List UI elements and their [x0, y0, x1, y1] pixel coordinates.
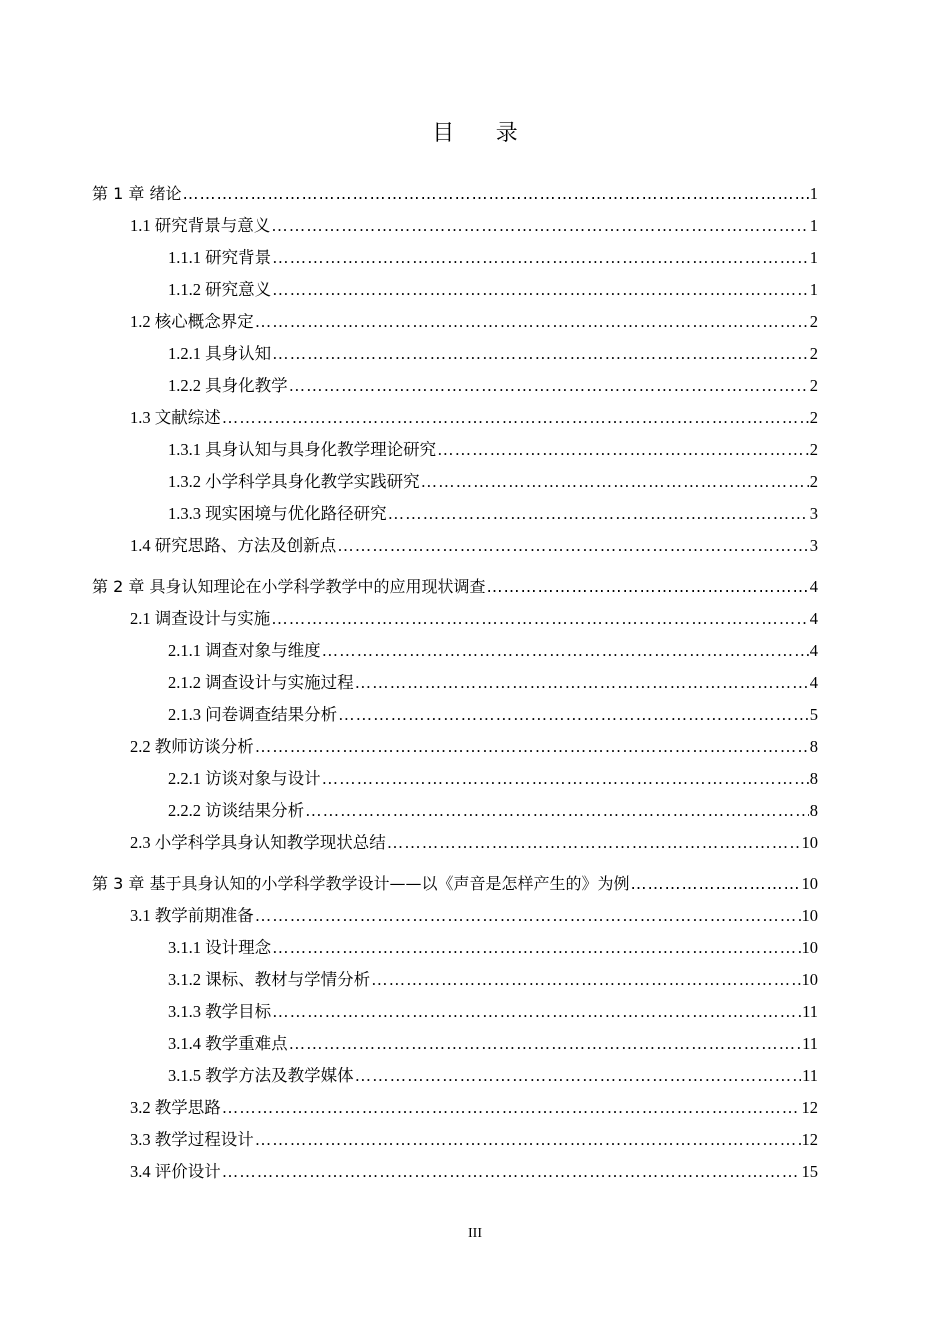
toc-page-number: 2 [809, 312, 818, 331]
toc-entry-title: 1.1.2 研究意义 [168, 280, 272, 299]
toc-subsection-entry[interactable] [92, 1028, 818, 1060]
toc-leader-dots [337, 530, 809, 562]
toc-section-entry[interactable] [92, 731, 818, 763]
toc-entry-title: 3.4 评价设计 [130, 1162, 221, 1181]
toc-page-number: 2 [809, 472, 818, 491]
toc-leader-dots [289, 370, 809, 402]
toc-entry-title: 3.1.1 设计理念 [168, 938, 272, 957]
table-of-contents [92, 178, 818, 1188]
toc-leader-dots [222, 402, 809, 434]
toc-entry-title: 3.3 教学过程设计 [130, 1130, 254, 1149]
toc-page-number: 8 [809, 737, 818, 756]
toc-entry-title: 3.1.4 教学重难点 [168, 1034, 288, 1053]
toc-entry-title: 1.1 研究背景与意义 [130, 216, 271, 235]
toc-entry-title: 3.1.2 课标、教材与学情分析 [168, 970, 371, 989]
toc-leader-dots [322, 635, 809, 667]
toc-leader-dots [355, 667, 809, 699]
toc-page-number: 8 [809, 769, 818, 788]
toc-subsection-entry[interactable] [92, 466, 818, 498]
toc-leader-dots [271, 603, 809, 635]
toc-entry-title: 2.1 调查设计与实施 [130, 609, 271, 628]
toc-leader-dots [272, 338, 809, 370]
toc-leader-dots [421, 466, 809, 498]
toc-entry-title: 第 1 章 绪论 [92, 184, 182, 203]
toc-page-number: 8 [809, 801, 818, 820]
toc-leader-dots [338, 699, 809, 731]
toc-subsection-entry[interactable] [92, 635, 818, 667]
toc-entry-title: 3.2 教学思路 [130, 1098, 221, 1117]
toc-subsection-entry[interactable] [92, 274, 818, 306]
toc-leader-dots [272, 996, 801, 1028]
toc-leader-dots [322, 763, 809, 795]
toc-page-number: 10 [801, 833, 818, 852]
toc-section-entry[interactable] [92, 530, 818, 562]
toc-section-entry[interactable] [92, 900, 818, 932]
toc-subsection-entry[interactable] [92, 498, 818, 530]
toc-page-number: 2 [809, 440, 818, 459]
toc-entry-title: 第 2 章 具身认知理论在小学科学教学中的应用现状调查 [92, 577, 486, 596]
toc-page-number: 10 [801, 906, 818, 925]
toc-leader-dots [305, 795, 809, 827]
toc-leader-dots [289, 1028, 801, 1060]
toc-page-number: 11 [802, 1002, 818, 1021]
toc-section-entry[interactable] [92, 306, 818, 338]
toc-leader-dots [486, 571, 808, 603]
toc-subsection-entry[interactable] [92, 242, 818, 274]
toc-page-number: 11 [802, 1066, 818, 1085]
toc-page-number: 4 [809, 609, 818, 628]
toc-leader-dots [182, 178, 808, 210]
toc-entry-title: 1.3.1 具身认知与具身化教学理论研究 [168, 440, 437, 459]
toc-section-entry[interactable] [92, 1092, 818, 1124]
toc-leader-dots [255, 1124, 801, 1156]
toc-leader-dots [630, 868, 800, 900]
toc-subsection-entry[interactable] [92, 964, 818, 996]
toc-page-number: 1 [809, 248, 818, 267]
toc-leader-dots [371, 964, 800, 996]
toc-section-entry[interactable] [92, 402, 818, 434]
toc-entry-title: 1.2 核心概念界定 [130, 312, 254, 331]
toc-leader-dots [355, 1060, 801, 1092]
toc-subsection-entry[interactable] [92, 996, 818, 1028]
toc-section-entry[interactable] [92, 210, 818, 242]
toc-section-entry[interactable] [92, 1156, 818, 1188]
toc-subsection-entry[interactable] [92, 338, 818, 370]
toc-leader-dots [255, 731, 809, 763]
toc-leader-dots [271, 210, 809, 242]
toc-entry-title: 3.1 教学前期准备 [130, 906, 254, 925]
toc-subsection-entry[interactable] [92, 932, 818, 964]
toc-entry-title: 1.1.1 研究背景 [168, 248, 272, 267]
toc-leader-dots [272, 274, 809, 306]
toc-entry-title: 1.4 研究思路、方法及创新点 [130, 536, 337, 555]
toc-subsection-entry[interactable] [92, 795, 818, 827]
toc-page-number: 10 [801, 874, 818, 893]
toc-page-number: 1 [809, 184, 818, 203]
toc-page-number: 5 [809, 705, 818, 724]
toc-subsection-entry[interactable] [92, 667, 818, 699]
toc-section-entry[interactable] [92, 603, 818, 635]
toc-page-number: 12 [801, 1130, 818, 1149]
toc-leader-dots [387, 827, 801, 859]
toc-leader-dots [272, 932, 800, 964]
toc-chapter-entry[interactable] [92, 178, 818, 210]
toc-entry-title: 2.1.2 调查设计与实施过程 [168, 673, 354, 692]
toc-page-number: 1 [809, 280, 818, 299]
toc-page-number: 1 [809, 216, 818, 235]
toc-subsection-entry[interactable] [92, 1060, 818, 1092]
toc-page-number: 10 [801, 970, 818, 989]
toc-page-number: 3 [809, 536, 818, 555]
toc-entry-title: 2.1.1 调查对象与维度 [168, 641, 321, 660]
toc-page-number: 4 [809, 641, 818, 660]
toc-page-number: 12 [801, 1098, 818, 1117]
toc-section-entry[interactable] [92, 827, 818, 859]
toc-leader-dots [437, 434, 809, 466]
toc-entry-title: 第 3 章 基于具身认知的小学科学教学设计——以《声音是怎样产生的》为例 [92, 874, 630, 893]
toc-entry-title: 2.1.3 问卷调查结果分析 [168, 705, 338, 724]
toc-page-number: 2 [809, 408, 818, 427]
toc-entry-title: 2.2 教师访谈分析 [130, 737, 254, 756]
toc-entry-title: 2.2.2 访谈结果分析 [168, 801, 305, 820]
toc-leader-dots [222, 1092, 801, 1124]
toc-page-number: 4 [809, 673, 818, 692]
toc-subsection-entry[interactable] [92, 699, 818, 731]
toc-chapter-entry[interactable] [92, 868, 818, 900]
toc-entry-title: 2.2.1 访谈对象与设计 [168, 769, 321, 788]
toc-leader-dots [388, 498, 809, 530]
page-title: 目 录 [432, 120, 536, 145]
toc-page-number: 2 [809, 376, 818, 395]
toc-leader-dots [255, 306, 809, 338]
toc-entry-title: 1.3.3 现实困境与优化路径研究 [168, 504, 387, 523]
toc-entry-title: 3.1.3 教学目标 [168, 1002, 272, 1021]
toc-chapter-entry[interactable] [92, 571, 818, 603]
toc-leader-dots [255, 900, 801, 932]
toc-entry-title: 1.3.2 小学科学具身化教学实践研究 [168, 472, 420, 491]
toc-page-number: 3 [809, 504, 818, 523]
toc-section-entry[interactable] [92, 1124, 818, 1156]
toc-subsection-entry[interactable] [92, 370, 818, 402]
toc-entry-title: 2.3 小学科学具身认知教学现状总结 [130, 833, 386, 852]
toc-subsection-entry[interactable] [92, 434, 818, 466]
toc-entry-title: 1.2.1 具身认知 [168, 344, 272, 363]
toc-page-number: 10 [801, 938, 818, 957]
toc-entry-title: 1.3 文献综述 [130, 408, 221, 427]
toc-page-number: 15 [801, 1162, 818, 1181]
toc-leader-dots [222, 1156, 801, 1188]
toc-entry-title: 3.1.5 教学方法及教学媒体 [168, 1066, 354, 1085]
toc-page-number: 11 [802, 1034, 818, 1053]
toc-page-number: 2 [809, 344, 818, 363]
toc-leader-dots [272, 242, 809, 274]
toc-entry-title: 1.2.2 具身化教学 [168, 376, 288, 395]
page-number: III [468, 1226, 482, 1241]
toc-page-number: 4 [809, 577, 818, 596]
toc-subsection-entry[interactable] [92, 763, 818, 795]
